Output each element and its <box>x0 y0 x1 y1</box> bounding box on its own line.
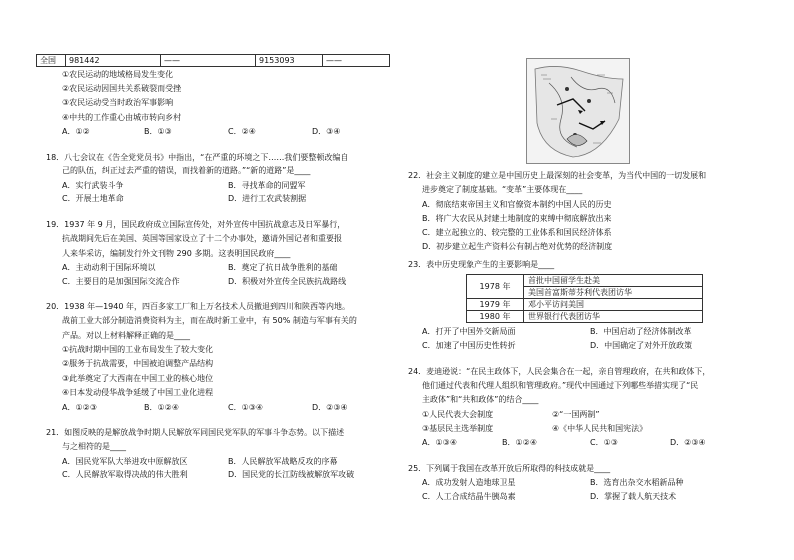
q24-option-b: B．①②④ <box>502 438 538 447</box>
q25-option-a: A．成功发射人造地球卫星 <box>422 478 516 487</box>
q22-stem-line-2: 进步奠定了制度基础。“变革”主要体现在____ <box>422 185 583 194</box>
q23-option-d: D．中国确定了对外开放政策 <box>590 341 693 350</box>
table-cell: 1980 年 <box>467 311 524 323</box>
q18-stem-line-1: 18．八七会议在《告全党党员书》中指出，“在严重的环境之下……我们要整顿改编自 <box>46 153 349 162</box>
table-cell: 全国 <box>37 55 66 67</box>
table-cell: 1979 年 <box>467 299 524 311</box>
q25-stem: 25．下列属于我国在改革开放后所取得的科技成就是____ <box>408 464 611 473</box>
table-cell: 世界银行代表团访华 <box>524 311 703 323</box>
q18-option-b: B．寻找革命的同盟军 <box>228 181 306 190</box>
q20-stem-line-1: 20．1938 年—1940 年，四百多家工厂和上万名技术人员撤退到四川和陕西等内地。 <box>46 302 350 311</box>
q18-option-d: D．进行工农武装割据 <box>228 194 307 203</box>
table-cell: —— <box>161 55 256 67</box>
q23-option-a: A．打开了中国外交新局面 <box>422 327 516 336</box>
q19-stem-line-2: 抗战期间先后在美国、英国等国家设立了十二个办事处，邀请外国记者和重要报 <box>62 234 342 243</box>
q17-option-d: D．③④ <box>312 127 341 136</box>
q18-option-c: C．开展土地革命 <box>62 194 124 203</box>
q18-option-a: A．实行武装斗争 <box>62 181 124 190</box>
q21-option-b: B．人民解放军战略反攻的序幕 <box>228 457 338 466</box>
q19-stem-line-3: 人来华采访，编制发行外文刊物 290 多期。这表明国民政府____ <box>62 249 291 258</box>
q24-statement-1: ①人民代表大会制度 <box>422 410 494 419</box>
q25-option-d: D．掌握了载人航天技术 <box>590 492 677 501</box>
q25-option-c: C．人工合成结晶牛胰岛素 <box>422 492 516 501</box>
q20-stem-line-3: 产品。对以上材料解释正确的是____ <box>62 331 190 340</box>
q23-table <box>466 274 703 323</box>
q23-stem: 23．表中历史现象产生的主要影响是____ <box>408 260 555 269</box>
q22-option-c: C．建立起独立的、较完整的工业体系和国民经济体系 <box>422 228 612 237</box>
table-cell: 9153093 <box>256 55 323 67</box>
q24-option-c: C．①③ <box>590 438 618 447</box>
q17-statement-1: ①农民运动的地域格局发生变化 <box>62 70 174 79</box>
q24-statement-3: ③基层民主选举制度 <box>422 424 494 433</box>
table-row <box>467 299 703 311</box>
q19-option-d: D．积极对外宣传全民族抗战路线 <box>228 277 347 286</box>
q20-option-a: A．①②③ <box>62 403 97 412</box>
table-cell: —— <box>323 55 390 67</box>
q20-statement-4: ④日本发动侵华战争延缓了中国工业化进程 <box>62 388 214 397</box>
population-table <box>36 54 390 67</box>
q20-option-c: C．①③④ <box>228 403 264 412</box>
q18-stem-line-2: 己的队伍，纠正过去严重的错误，而找着新的道路。”“新的道路”是____ <box>62 166 311 175</box>
q17-statement-3: ③农民运动受当时政治军事影响 <box>62 98 174 107</box>
q19-option-c: C．主要目的是加强国际交流合作 <box>62 277 180 286</box>
battle-map-figure <box>526 58 630 164</box>
q21-option-d: D．国民党的长江防线被解放军攻破 <box>228 470 355 479</box>
q24-option-a: A．①③④ <box>422 438 457 447</box>
q24-statement-4: ④《中华人民共和国宪法》 <box>552 424 648 433</box>
table-cell: 首批中国留学生赴美 <box>524 275 703 287</box>
table-cell: 981442 <box>66 55 161 67</box>
q20-stem-line-2: 战前工业大部分制造消费资料为主，而在战时新工业中，有 50% 制造与军事有关的 <box>62 316 357 325</box>
q21-option-c: C．人民解放军取得决战的伟大胜利 <box>62 470 188 479</box>
q17-option-a: A．①② <box>62 127 90 136</box>
table-row <box>467 311 703 323</box>
table-cell: 美国首富斯蒂芬利代表团访华 <box>524 287 703 299</box>
q24-stem-line-1: 24．麦迪逊说：“在民主政体下，人民会集合在一起，亲自管理政府，在共和政体下， <box>408 367 711 376</box>
map-graphic <box>527 59 629 163</box>
q25-option-b: B．选育出杂交水稻新品种 <box>590 478 684 487</box>
q22-option-a: A．彻底结束帝国主义和官僚资本制约中国人民的历史 <box>422 200 612 209</box>
q22-option-d: D．初步建立起生产资料公有制占绝对优势的经济制度 <box>422 242 613 251</box>
q20-option-d: D．②③④ <box>312 403 348 412</box>
q20-statement-1: ①抗战时期中国的工业布局发生了较大变化 <box>62 345 214 354</box>
q19-stem-line-1: 19．1937 年 9 月，国民政府成立国际宣传处，对外宣传中国抗战意志及日军暴行， <box>46 220 346 229</box>
q23-option-b: B．中国启动了经济体制改革 <box>590 327 692 336</box>
table-cell: 1978 年 <box>467 275 524 299</box>
q24-statement-2: ②“一国两制” <box>552 410 600 419</box>
q19-option-b: B．奠定了抗日战争胜利的基础 <box>228 263 338 272</box>
q21-option-a: A．国民党军队大举进攻中原解放区 <box>62 457 188 466</box>
q24-stem-line-2: 他们通过代表和代理人组织和管理政府。”现代中国通过下列哪些举措实现了“民 <box>422 381 699 390</box>
q21-stem-line-2: 与之相符的是____ <box>62 442 126 451</box>
table-cell: 邓小平访问美国 <box>524 299 703 311</box>
q17-option-b: B．①③ <box>144 127 172 136</box>
q20-statement-3: ③此举奠定了大西南在中国工业的核心地位 <box>62 374 214 383</box>
q17-statement-4: ④中共的工作重心由城市转向乡村 <box>62 113 182 122</box>
table-row <box>37 55 390 67</box>
q17-option-c: C．②④ <box>228 127 256 136</box>
q22-option-b: B．将广大农民从封建土地制度的束缚中彻底解放出来 <box>422 214 612 223</box>
table-row <box>467 275 703 287</box>
q19-option-a: A．主动动利于国际环境以 <box>62 263 156 272</box>
q20-statement-2: ②服务于抗战需要，中国被迫调整产品结构 <box>62 359 214 368</box>
q24-stem-line-3: 主政体”和“共和政体”的结合____ <box>422 395 539 404</box>
q20-option-b: B．①②④ <box>144 403 180 412</box>
q24-option-d: D．②③④ <box>670 438 706 447</box>
q23-option-c: C．加速了中国历史性转折 <box>422 341 516 350</box>
q17-statement-2: ②农民运动因国共关系破裂而受挫 <box>62 84 182 93</box>
q21-stem-line-1: 21．如图反映的是解放战争时期人民解放军同国民党军队的军事斗争态势。以下描述 <box>46 428 345 437</box>
q22-stem-line-1: 22．社会主义制度的建立是中国历史上最深刻的社会变革，为当代中国的一切发展和 <box>408 171 707 180</box>
